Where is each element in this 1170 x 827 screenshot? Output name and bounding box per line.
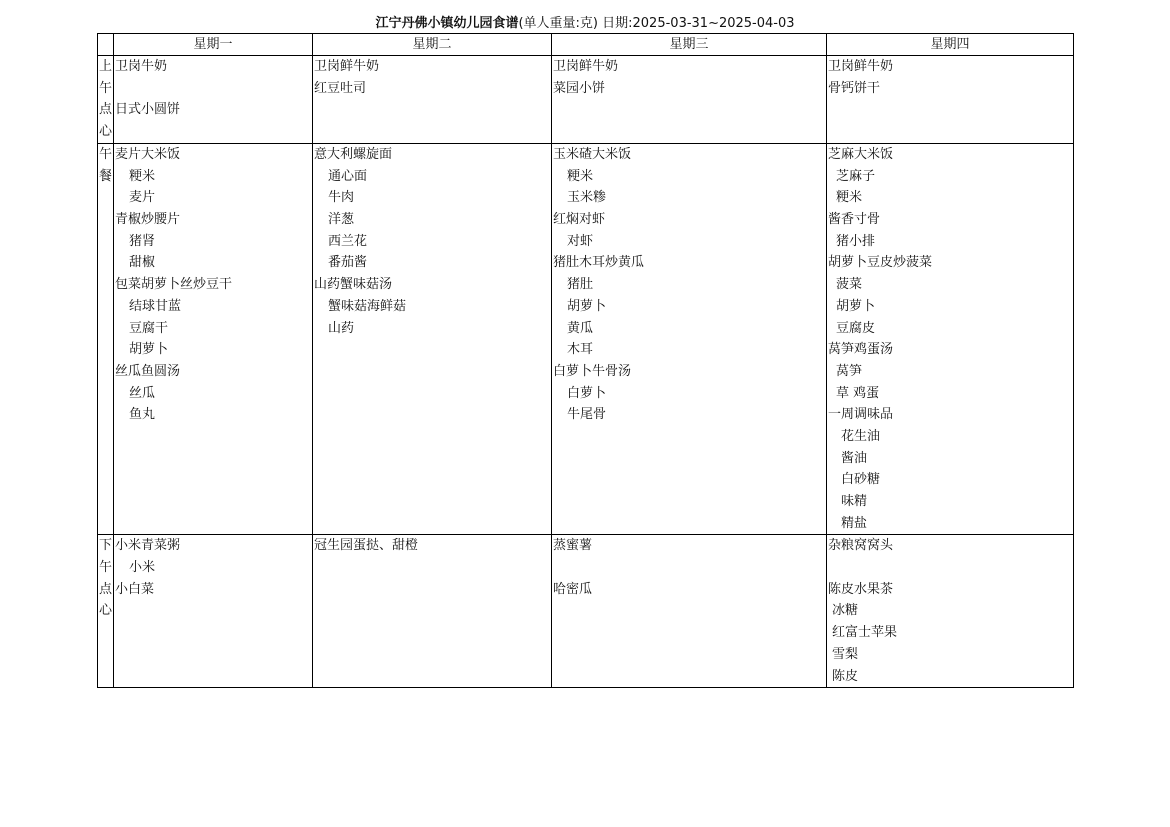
ingredient-item: 豆腐皮 <box>836 320 876 336</box>
ingredient-item: 西兰花 <box>328 233 368 249</box>
ingredient-item: 白萝卜 <box>567 385 607 401</box>
cell-tuesday-afternoon-snack <box>313 535 552 688</box>
row-morning-snack <box>98 56 1074 144</box>
ingredient-item: 猪肾 <box>129 233 156 249</box>
dish-name: 麦片大米饭 <box>115 147 181 162</box>
row-label-char: 餐 <box>98 168 112 184</box>
ingredient-item: 番茄酱 <box>328 255 368 271</box>
ingredient-item: 豆腐干 <box>129 320 169 336</box>
corner-cell <box>98 34 114 56</box>
ingredient-item: 胡萝卜 <box>129 342 169 358</box>
ingredient-item: 小米 <box>129 560 156 576</box>
dish-name: 冠生园蛋挞、甜橙 <box>314 538 419 554</box>
ingredient-item: 红富士苹果 <box>832 625 898 641</box>
row-label-lunch <box>98 144 114 535</box>
column-header-monday: 星期一 <box>114 34 313 56</box>
column-header-wednesday: 星期三 <box>552 34 827 56</box>
ingredient-item: 牛肉 <box>328 190 355 206</box>
row-label-char: 午 <box>98 560 112 576</box>
ingredient-item: 雪梨 <box>832 646 859 662</box>
cell-thursday-afternoon-snack <box>827 535 1074 688</box>
dish-name: 日式小圆饼 <box>115 102 181 118</box>
row-label-char: 下 <box>98 538 112 554</box>
ingredient-item: 粳米 <box>129 168 156 184</box>
title-school-name: 江宁丹佛小镇幼儿园食谱 <box>375 16 519 31</box>
cell-monday-lunch <box>114 144 313 535</box>
dish-name: 蒸蜜薯 <box>553 538 593 554</box>
cell-monday-morning-snack <box>114 56 313 144</box>
ingredient-item: 洋葱 <box>328 212 355 228</box>
row-label-morning-snack <box>98 56 114 144</box>
ingredient-item: 木耳 <box>567 342 594 358</box>
ingredient-item: 结球甘蓝 <box>129 298 182 314</box>
dish-name: 白萝卜牛骨汤 <box>553 363 632 379</box>
ingredient-item: 胡萝卜 <box>836 298 876 314</box>
cell-thursday-lunch <box>827 144 1074 535</box>
ingredient-item: 白砂糖 <box>841 472 881 488</box>
row-label-afternoon-snack <box>98 535 114 688</box>
ingredient-item: 陈皮 <box>832 668 859 684</box>
row-afternoon-snack <box>98 535 1074 688</box>
dish-name: 青椒炒腰片 <box>115 212 181 228</box>
ingredient-item: 丝瓜 <box>129 385 156 401</box>
cell-tuesday-morning-snack <box>313 56 552 144</box>
ingredient-item: 玉米糁 <box>567 190 607 206</box>
dish-name: 骨钙饼干 <box>828 80 881 96</box>
cell-tuesday-lunch <box>313 144 552 535</box>
ingredient-item: 山药 <box>328 320 355 336</box>
cell-wednesday-afternoon-snack <box>552 535 827 688</box>
ingredient-item: 胡萝卜 <box>567 298 607 314</box>
ingredient-item: 草 鸡蛋 <box>836 385 880 401</box>
ingredient-item: 冰糖 <box>832 603 859 619</box>
dish-name: 菜园小饼 <box>553 80 606 96</box>
page-title <box>0 15 1170 33</box>
column-header-tuesday: 星期二 <box>313 34 552 56</box>
row-label-char: 心 <box>98 124 112 140</box>
row-label-char: 心 <box>98 603 112 619</box>
dish-name: 酱香寸骨 <box>828 212 881 228</box>
dish-name: 丝瓜鱼圆汤 <box>115 363 181 379</box>
dish-name: 红豆吐司 <box>314 80 367 96</box>
dish-name: 哈密瓜 <box>553 581 593 597</box>
dish-name: 卫岗鲜牛奶 <box>553 59 619 74</box>
dish-name: 包菜胡萝卜丝炒豆干 <box>115 277 233 293</box>
row-label-char: 点 <box>98 581 112 597</box>
dish-name: 一周调味品 <box>828 407 894 423</box>
row-label-char: 上 <box>98 59 112 74</box>
ingredient-item: 花生油 <box>841 428 881 444</box>
dish-name: 小米青菜粥 <box>115 538 181 554</box>
weekly-menu-table <box>97 33 1074 688</box>
dish-name <box>552 557 826 579</box>
row-lunch <box>98 144 1074 535</box>
ingredient-item: 粳米 <box>836 190 863 206</box>
row-label-char: 午 <box>98 80 112 96</box>
ingredient-item: 芝麻子 <box>836 168 876 184</box>
ingredient-item: 菠菜 <box>836 277 863 293</box>
dish-name: 莴笋鸡蛋汤 <box>828 342 894 358</box>
cell-wednesday-morning-snack <box>552 56 827 144</box>
dish-name: 猪肚木耳炒黄瓜 <box>553 255 645 271</box>
dish-name: 芝麻大米饭 <box>828 147 894 162</box>
dish-name: 小白菜 <box>115 581 155 597</box>
ingredient-item: 麦片 <box>129 190 156 206</box>
row-label-char: 点 <box>98 102 112 118</box>
ingredient-item: 精盐 <box>841 515 868 531</box>
dish-name <box>827 557 1073 579</box>
dish-name: 山药蟹味菇汤 <box>314 277 393 293</box>
column-header-thursday: 星期四 <box>827 34 1074 56</box>
cell-thursday-morning-snack <box>827 56 1074 144</box>
ingredient-item: 粳米 <box>567 168 594 184</box>
ingredient-item: 猪小排 <box>836 233 876 249</box>
ingredient-item: 莴笋 <box>836 363 863 379</box>
row-label-char: 午 <box>98 147 112 162</box>
ingredient-item: 鱼丸 <box>129 407 156 423</box>
ingredient-item: 牛尾骨 <box>567 407 607 423</box>
dish-name: 意大利螺旋面 <box>314 147 393 162</box>
dish-name <box>114 78 312 100</box>
dish-name: 卫岗鲜牛奶 <box>828 59 894 74</box>
ingredient-item: 对虾 <box>567 233 594 249</box>
dish-name: 玉米碴大米饭 <box>553 147 632 162</box>
cell-monday-afternoon-snack <box>114 535 313 688</box>
ingredient-item: 通心面 <box>328 168 368 184</box>
dish-name: 胡萝卜豆皮炒菠菜 <box>828 255 933 271</box>
dish-name: 卫岗鲜牛奶 <box>314 59 380 74</box>
dish-name: 杂粮窝窝头 <box>828 538 894 554</box>
title-date-range: (单人重量:克) 日期:2025-03-31~2025-04-03 <box>518 16 795 31</box>
cell-wednesday-lunch <box>552 144 827 535</box>
dish-name: 卫岗牛奶 <box>115 59 168 74</box>
ingredient-item: 猪肚 <box>567 277 594 293</box>
ingredient-item: 黄瓜 <box>567 320 594 336</box>
header-row <box>98 34 1074 56</box>
ingredient-item: 味精 <box>841 494 868 509</box>
dish-name: 陈皮水果茶 <box>828 581 894 597</box>
ingredient-item: 酱油 <box>841 450 868 466</box>
ingredient-item: 甜椒 <box>129 255 156 271</box>
ingredient-item: 蟹味菇海鲜菇 <box>328 298 407 314</box>
dish-name: 红焖对虾 <box>553 212 606 228</box>
